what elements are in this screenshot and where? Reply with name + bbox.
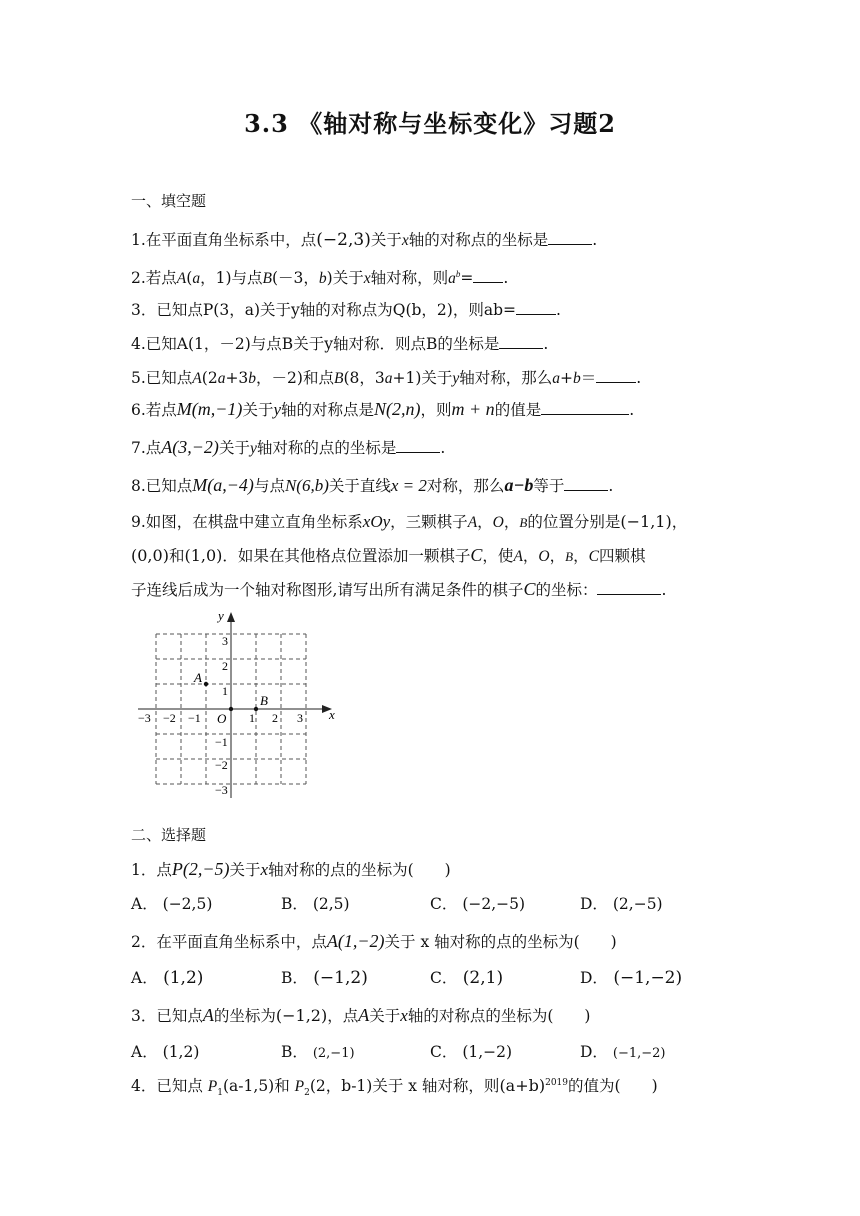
y-axis-label: y <box>218 608 224 623</box>
choice-2-option-b[interactable]: B． (−1,2) <box>281 968 368 988</box>
point-a-dot <box>204 682 208 686</box>
choice-2-option-a[interactable]: A． (1,2) <box>131 968 204 988</box>
y-tick-label: −1 <box>215 735 228 749</box>
choice-3-option-b[interactable]: B． (2,−1) <box>281 1043 355 1061</box>
answer-blank[interactable] <box>396 438 440 453</box>
point-b-label: B <box>260 693 268 708</box>
choice-3-option-d[interactable]: D． (−1,−2) <box>580 1043 666 1061</box>
y-tick-label: 2 <box>222 659 228 673</box>
fill-question-9-line-2: (0,0)和(1,0)．如果在其他格点位置添加一颗棋子C，使A，O，B，C四颗棋 <box>131 545 646 565</box>
fill-question-2: 2.若点A(a，1)与点B(－3，b)关于x轴对称，则$a^b=$ . <box>131 268 509 287</box>
fill-question-4: 4.已知A(1，－2)与点B关于y轴对称．则点B的坐标是 . <box>131 335 549 353</box>
choice-question-2: 2．在平面直角坐标系中，点A(1,−2)关于 x 轴对称的点的坐标为( ) <box>131 931 617 951</box>
x-tick-label: −1 <box>188 711 201 725</box>
coordinate-grid-figure <box>136 608 342 804</box>
page-title: 3.3 《轴对称与坐标变化》习题2 <box>244 109 616 138</box>
choice-3-option-c[interactable]: C． (1,−2) <box>430 1043 513 1061</box>
x-axis-label: x <box>329 707 335 722</box>
y-tick-label: −2 <box>215 758 228 772</box>
x-tick-label: 3 <box>297 711 303 725</box>
choice-2-option-c[interactable]: C． (2,1) <box>430 968 504 988</box>
x-tick-label: −3 <box>138 711 151 725</box>
choice-3-option-a[interactable]: A． (1,2) <box>131 1043 200 1061</box>
choice-1-option-c[interactable]: C． (−2,−5) <box>430 895 526 913</box>
y-tick-label: 3 <box>222 634 228 648</box>
choice-2-option-d[interactable]: D． (−1,−2) <box>580 968 683 988</box>
choice-question-1: 1．点P(2,−5)关于x轴对称的点的坐标为( ) <box>131 859 451 879</box>
choice-1-option-a[interactable]: A． (−2,5) <box>131 895 213 913</box>
point-a-label: A <box>194 670 202 685</box>
point-o-dot <box>229 707 233 711</box>
answer-blank[interactable] <box>596 368 636 383</box>
answer-blank[interactable] <box>597 580 661 595</box>
y-tick-label: 1 <box>222 684 228 698</box>
fill-question-3: 3．已知点P(3，a)关于y轴的对称点为Q(b，2)，则ab= . <box>131 301 561 319</box>
point-b-dot <box>254 707 258 711</box>
answer-blank[interactable] <box>548 230 592 245</box>
answer-blank[interactable] <box>516 300 556 315</box>
origin-label: O <box>217 711 227 726</box>
fill-question-9-line-3: 子连线后成为一个轴对称图形,请写出所有满足条件的棋子C的坐标： . <box>131 579 667 599</box>
x-tick-label: 2 <box>272 711 278 725</box>
fill-question-1: 1.在平面直角坐标系中，点(−2,3)关于x轴的对称点的坐标是 . <box>131 230 598 250</box>
answer-blank[interactable] <box>541 400 629 415</box>
answer-blank[interactable] <box>564 476 608 491</box>
choice-question-3: 3．已知点A的坐标为(−1,2)，点A关于x轴的对称点的坐标为( ) <box>131 1005 591 1025</box>
choice-1-option-b[interactable]: B． (2,5) <box>281 895 350 913</box>
x-tick-label: 1 <box>249 711 255 725</box>
x-tick-label: −2 <box>163 711 176 725</box>
fill-question-6: 6.若点M(m,−1)关于y轴的对称点是N(2,n)，则m + n的值是 . <box>131 399 635 419</box>
y-tick-label: −3 <box>215 783 228 797</box>
fill-question-8: 8.已知点M(a,−4)与点N(6,b)关于直线x = 2对称，那么a−b等于 . <box>131 475 614 495</box>
y-axis-arrow-icon <box>227 612 235 622</box>
section-fill-heading: 一、填空题 <box>131 192 207 210</box>
fill-question-9-line-1: 9.如图，在棋盘中建立直角坐标系xOy，三颗棋子A，O，B的位置分别是(−1,1)， <box>131 512 688 531</box>
fill-question-7: 7.点A(3,−2)关于y轴对称的点的坐标是 . <box>131 437 446 457</box>
section-choice-heading: 二、选择题 <box>131 826 207 844</box>
answer-blank[interactable] <box>499 334 543 349</box>
answer-blank[interactable] <box>473 268 503 283</box>
choice-1-option-d[interactable]: D． (2,−5) <box>580 895 663 913</box>
fill-question-5: 5.已知点A(2a+3b，－2)和点B(8，3a+1)关于y轴对称，那么a+b＝ . <box>131 369 642 387</box>
choice-question-4: 4．已知点 $P_1(a-1,5)$和 $P_2(2$，b-1)关于 x 轴对称，则$(a+b)^{2019}$的值为( ) <box>131 1076 658 1099</box>
